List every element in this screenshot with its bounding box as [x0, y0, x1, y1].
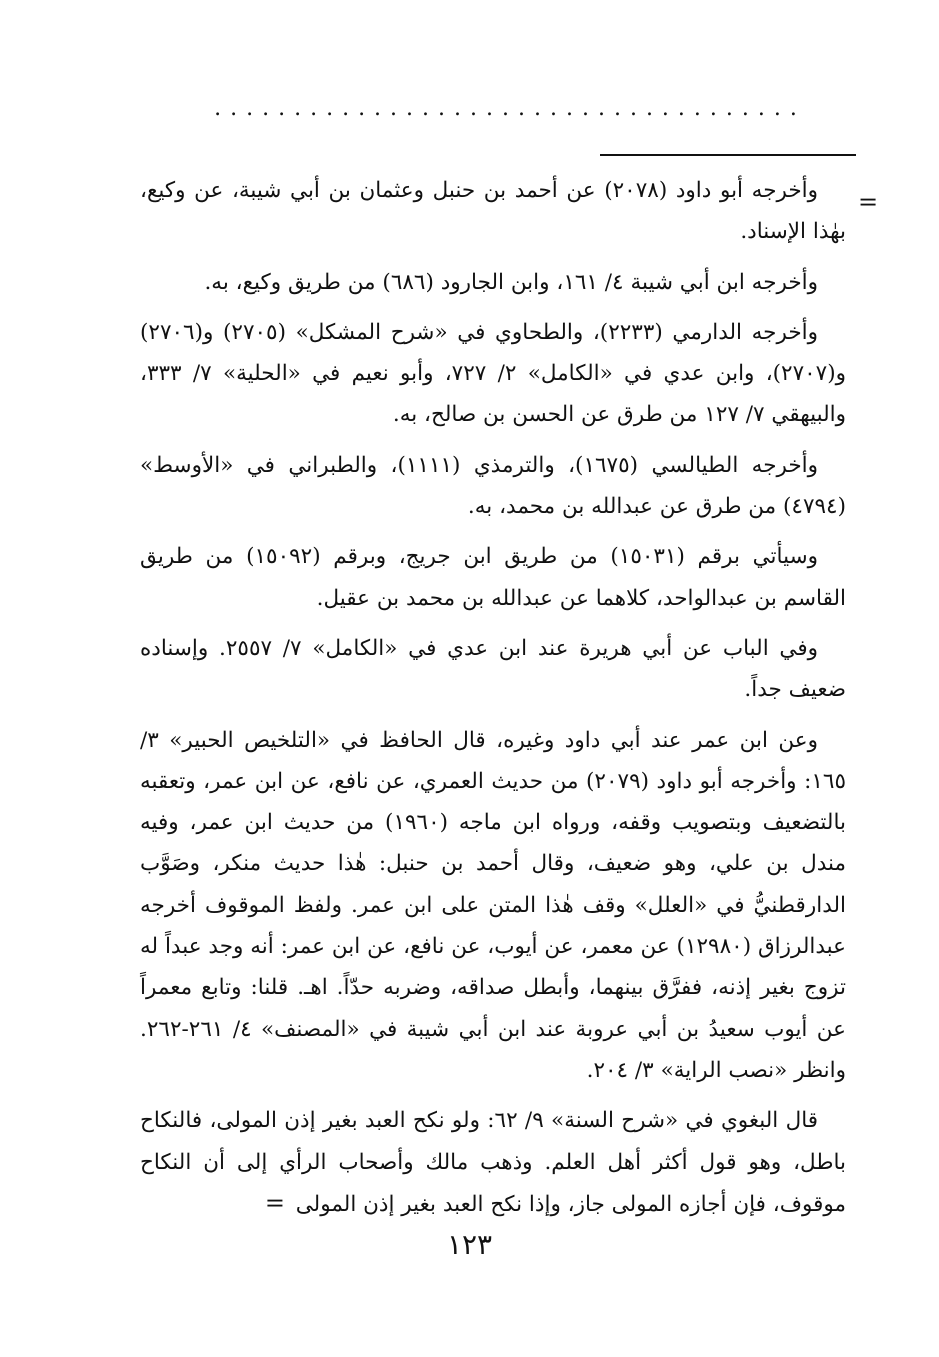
- footnote-paragraph: وفي الباب عن أبي هريرة عند ابن عدي في «الكامل» ٧/ ٢٥٥٧. وإسناده ضعيف جداً.: [140, 635, 846, 703]
- separator-dots: .....................................: [214, 98, 806, 120]
- footnote-paragraph: وأخرجه الطيالسي (١٦٧٥)، والترمذي (١١١١)، والطبراني في «الأوسط» (٤٧٩٤) من طرق عن عبدالله بن محمد، به.: [140, 452, 846, 520]
- footnote-paragraph: وعن ابن عمر عند أبي داود وغيره، قال الحافظ في «التلخيص الحبير» ٣/ ١٦٥: وأخرجه أبو داود (٢٠٧٩) من حديث العمري، عن نافع، عن ابن عمر، وتعقبه بالتضعيف وبتصويب وقفه، ورواه ابن ماجه (١٩٦٠) من حديث ابن عمر، وفيه مندل بن علي، وهو ضعيف، وقال أحمد بن حنبل: هٰذا حديث منكر، وصَوَّب الدارقطنيُّ في «العلل» وقف هٰذا المتن على ابن عمر. ولفظ الموقوف أخرجه عبدالرزاق (١٢٩٨٠) عن معمر، عن أيوب، عن نافع، عن ابن عمر: أنه وجد عبداً له تزوج بغير إذنه، ففرَّق بينهما، وأبطل صداقه، وضربه حدّاً. اهـ. قلنا: وتابع معمراً عن أيوب سعيدُ بن أبي عروبة عند ابن أبي شيبة في «المصنف» ٤/ ٢٦١-٢٦٢. وانظر «نصب الراية» ٣/ ٢٠٤.: [140, 727, 846, 1083]
- continuation-marker: =: [858, 188, 879, 216]
- footnote-paragraph: وأخرجه أبو داود (٢٠٧٨) عن أحمد بن حنبل وعثمان بن أبي شيبة، عن وكيع، بهٰذا الإسناد.: [140, 178, 846, 245]
- footnote-rule: [600, 154, 856, 156]
- continuation-end-marker: =: [264, 1188, 285, 1217]
- footnote-paragraph-text: قال البغوي في «شرح السنة» ٩/ ٦٢: ولو نكح العبد بغير إذن المولى، فالنكاح باطل، وهو قول أكثر أهل العلم. وذهب مالك وأصحاب الرأي إلى أن النكاح موقوف، فإن أجازه المولى جاز، وإذا نكح العبد بغير إذن المولى: [140, 1108, 846, 1217]
- footnote-body: [140, 170, 846, 1234]
- page-number: ١٢٣: [446, 1228, 493, 1261]
- footnote-paragraph: وأخرجه الدارمي (٢٢٣٣)، والطحاوي في «شرح المشكل» (٢٧٠٥) و(٢٧٠٦) و(٢٧٠٧)، وابن عدي في «الكامل» ٢/ ٧٢٧، وأبو نعيم في «الحلية» ٧/ ٣٣٣، والبيهقي ٧/ ١٢٧ من طرق عن الحسن بن صالح، به.: [140, 319, 847, 428]
- footnote-paragraph-last: [140, 1100, 846, 1225]
- footnote-paragraph: وأخرجه ابن أبي شيبة ٤/ ١٦١، وابن الجارود (٦٨٦) من طريق وكيع، به.: [204, 269, 818, 295]
- footnote-paragraph: وسيأتي برقم (١٥٠٣١) من طريق ابن جريج، وبرقم (١٥٠٩٢) من طريق القاسم بن عبدالواحد، كلاهما عن عبدالله بن محمد بن عقيل.: [140, 544, 846, 611]
